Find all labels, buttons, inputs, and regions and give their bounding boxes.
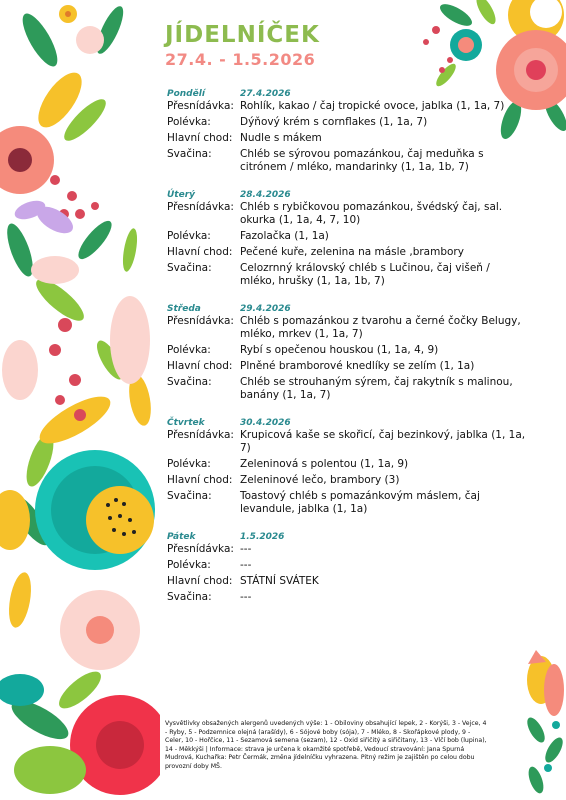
meal-row xyxy=(167,116,527,129)
page-title: JÍDELNÍČEK xyxy=(165,22,320,48)
meal-label: Přesnídávka: xyxy=(167,543,234,555)
day-header xyxy=(167,86,527,99)
meal-text: Krupicová kaše se skořicí, čaj bezinkový, jablka (1, 1a, 7) xyxy=(240,429,526,454)
meal-text: Zeleninové lečo, brambory (3) xyxy=(240,474,400,486)
meal-row xyxy=(167,100,527,113)
meal-label: Přesnídávka: xyxy=(167,100,234,112)
meal-text: Zeleninová s polentou (1, 1a, 9) xyxy=(240,458,409,470)
meal-label: Přesnídávka: xyxy=(167,429,234,441)
day-section xyxy=(167,415,527,516)
day-name: Středa xyxy=(167,304,201,314)
meal-label: Hlavní chod: xyxy=(167,575,233,587)
day-name: Pondělí xyxy=(167,89,205,99)
meal-row xyxy=(167,474,527,487)
meal-row xyxy=(167,458,527,471)
allergen-footnote: Vysvětlivky obsažených alergenů uvedených výše: 1 - Obiloviny obsahující lepek, 2 - Korýši, 3 - Vejce, 4 - Ryby, 5 - Podzemnice olejná (arašídy), 6 - Sójové boby (sója), 7 - Mléko, 8 - Skořápkové plody, 9 - Celer, 10 - Hořčice, 11 - Sezamová semena (sezam), 12 - Oxid siřičitý a siřičitany, 13 - Vlčí bob (lupina), 14 - Měkkýši | Informace: strava je určena k okamžité spotřebě, Vedoucí stravování: Jana Spurná Mudrová, Kuchařka: Petr Čermák, změna jídelníčku vyhrazena. Pitný režim je zajištěn po celou dobu provozní doby MŠ. xyxy=(165,720,487,770)
day-header xyxy=(167,415,527,428)
meal-text: --- xyxy=(240,559,252,571)
day-date: 1.5.2026 xyxy=(240,532,285,542)
meal-text: Rybí s opečenou houskou (1, 1a, 4, 9) xyxy=(240,344,439,356)
meal-row xyxy=(167,591,527,604)
week-dates: 27.4. - 1.5.2026 xyxy=(165,50,316,69)
meal-label: Polévka: xyxy=(167,344,211,356)
meal-label: Polévka: xyxy=(167,116,211,128)
meal-text: Dýňový krém s cornflakes (1, 1a, 7) xyxy=(240,116,428,128)
meal-row xyxy=(167,201,527,227)
meal-row xyxy=(167,575,527,588)
meal-row xyxy=(167,344,527,357)
meal-text: Chléb se strouhaným sýrem, čaj rakytník s malinou, banány (1, 1a, 7) xyxy=(240,376,513,401)
meal-text: Nudle s mákem xyxy=(240,132,322,144)
day-date: 28.4.2026 xyxy=(240,190,291,200)
meal-label: Hlavní chod: xyxy=(167,360,233,372)
day-date: 27.4.2026 xyxy=(240,89,291,99)
day-date: 30.4.2026 xyxy=(240,418,291,428)
meal-text: Rohlík, kakao / čaj tropické ovoce, jablka (1, 1a, 7) xyxy=(240,100,505,112)
meal-text: Chléb se sýrovou pomazánkou, čaj meduňka s citrónem / mléko, mandarinky (1, 1a, 1b, 7) xyxy=(240,148,484,173)
meal-text: --- xyxy=(240,591,252,603)
meal-text: Celozrnný královský chléb s Lučinou, čaj višeň / mléko, hrušky (1, 1a, 1b, 7) xyxy=(240,262,490,287)
day-date: 29.4.2026 xyxy=(240,304,291,314)
meal-row xyxy=(167,376,527,402)
meal-text: Chléb s rybičkovou pomazánkou, švédský čaj, sal. okurka (1, 1a, 4, 7, 10) xyxy=(240,201,503,226)
meal-text: Chléb s pomazánkou z tvarohu a černé čočky Belugy, mléko, mrkev (1, 1a, 7) xyxy=(240,315,521,340)
meal-label: Svačina: xyxy=(167,591,212,603)
meal-text: Pečené kuře, zelenina na másle ,brambory xyxy=(240,246,464,258)
day-name: Čtvrtek xyxy=(167,418,205,428)
meal-text: Toastový chléb s pomazánkovým máslem, čaj levandule, jablka (1, 1a) xyxy=(240,490,480,515)
meal-row xyxy=(167,360,527,373)
meal-label: Přesnídávka: xyxy=(167,315,234,327)
meal-row xyxy=(167,543,527,556)
meal-label: Svačina: xyxy=(167,148,212,160)
meal-row xyxy=(167,246,527,259)
meal-label: Hlavní chod: xyxy=(167,132,233,144)
meal-row xyxy=(167,230,527,243)
meal-label: Svačina: xyxy=(167,262,212,274)
meal-label: Hlavní chod: xyxy=(167,246,233,258)
day-section xyxy=(167,301,527,402)
meal-label: Polévka: xyxy=(167,559,211,571)
meal-row xyxy=(167,429,527,455)
meal-label: Polévka: xyxy=(167,458,211,470)
day-section xyxy=(167,529,527,604)
day-header xyxy=(167,301,527,314)
meal-row xyxy=(167,315,527,341)
day-header xyxy=(167,187,527,200)
meal-row xyxy=(167,148,527,174)
meal-row xyxy=(167,132,527,145)
meal-label: Přesnídávka: xyxy=(167,201,234,213)
meal-text: STÁTNÍ SVÁTEK xyxy=(240,575,319,587)
day-section xyxy=(167,187,527,288)
meal-row xyxy=(167,490,527,516)
meal-text: Plněné bramborové knedlíky se zelím (1, 1a) xyxy=(240,360,475,372)
meal-label: Polévka: xyxy=(167,230,211,242)
meal-text: Fazolačka (1, 1a) xyxy=(240,230,329,242)
day-name: Pátek xyxy=(167,532,196,542)
floral-decoration-bottom-right xyxy=(506,640,566,800)
day-header xyxy=(167,529,527,542)
meal-label: Svačina: xyxy=(167,376,212,388)
day-section xyxy=(167,86,527,174)
menu-list xyxy=(167,86,527,617)
floral-decoration-left xyxy=(0,0,160,800)
meal-row xyxy=(167,559,527,572)
meal-label: Hlavní chod: xyxy=(167,474,233,486)
meal-label: Svačina: xyxy=(167,490,212,502)
meal-text: --- xyxy=(240,543,252,555)
meal-row xyxy=(167,262,527,288)
day-name: Úterý xyxy=(167,190,196,200)
